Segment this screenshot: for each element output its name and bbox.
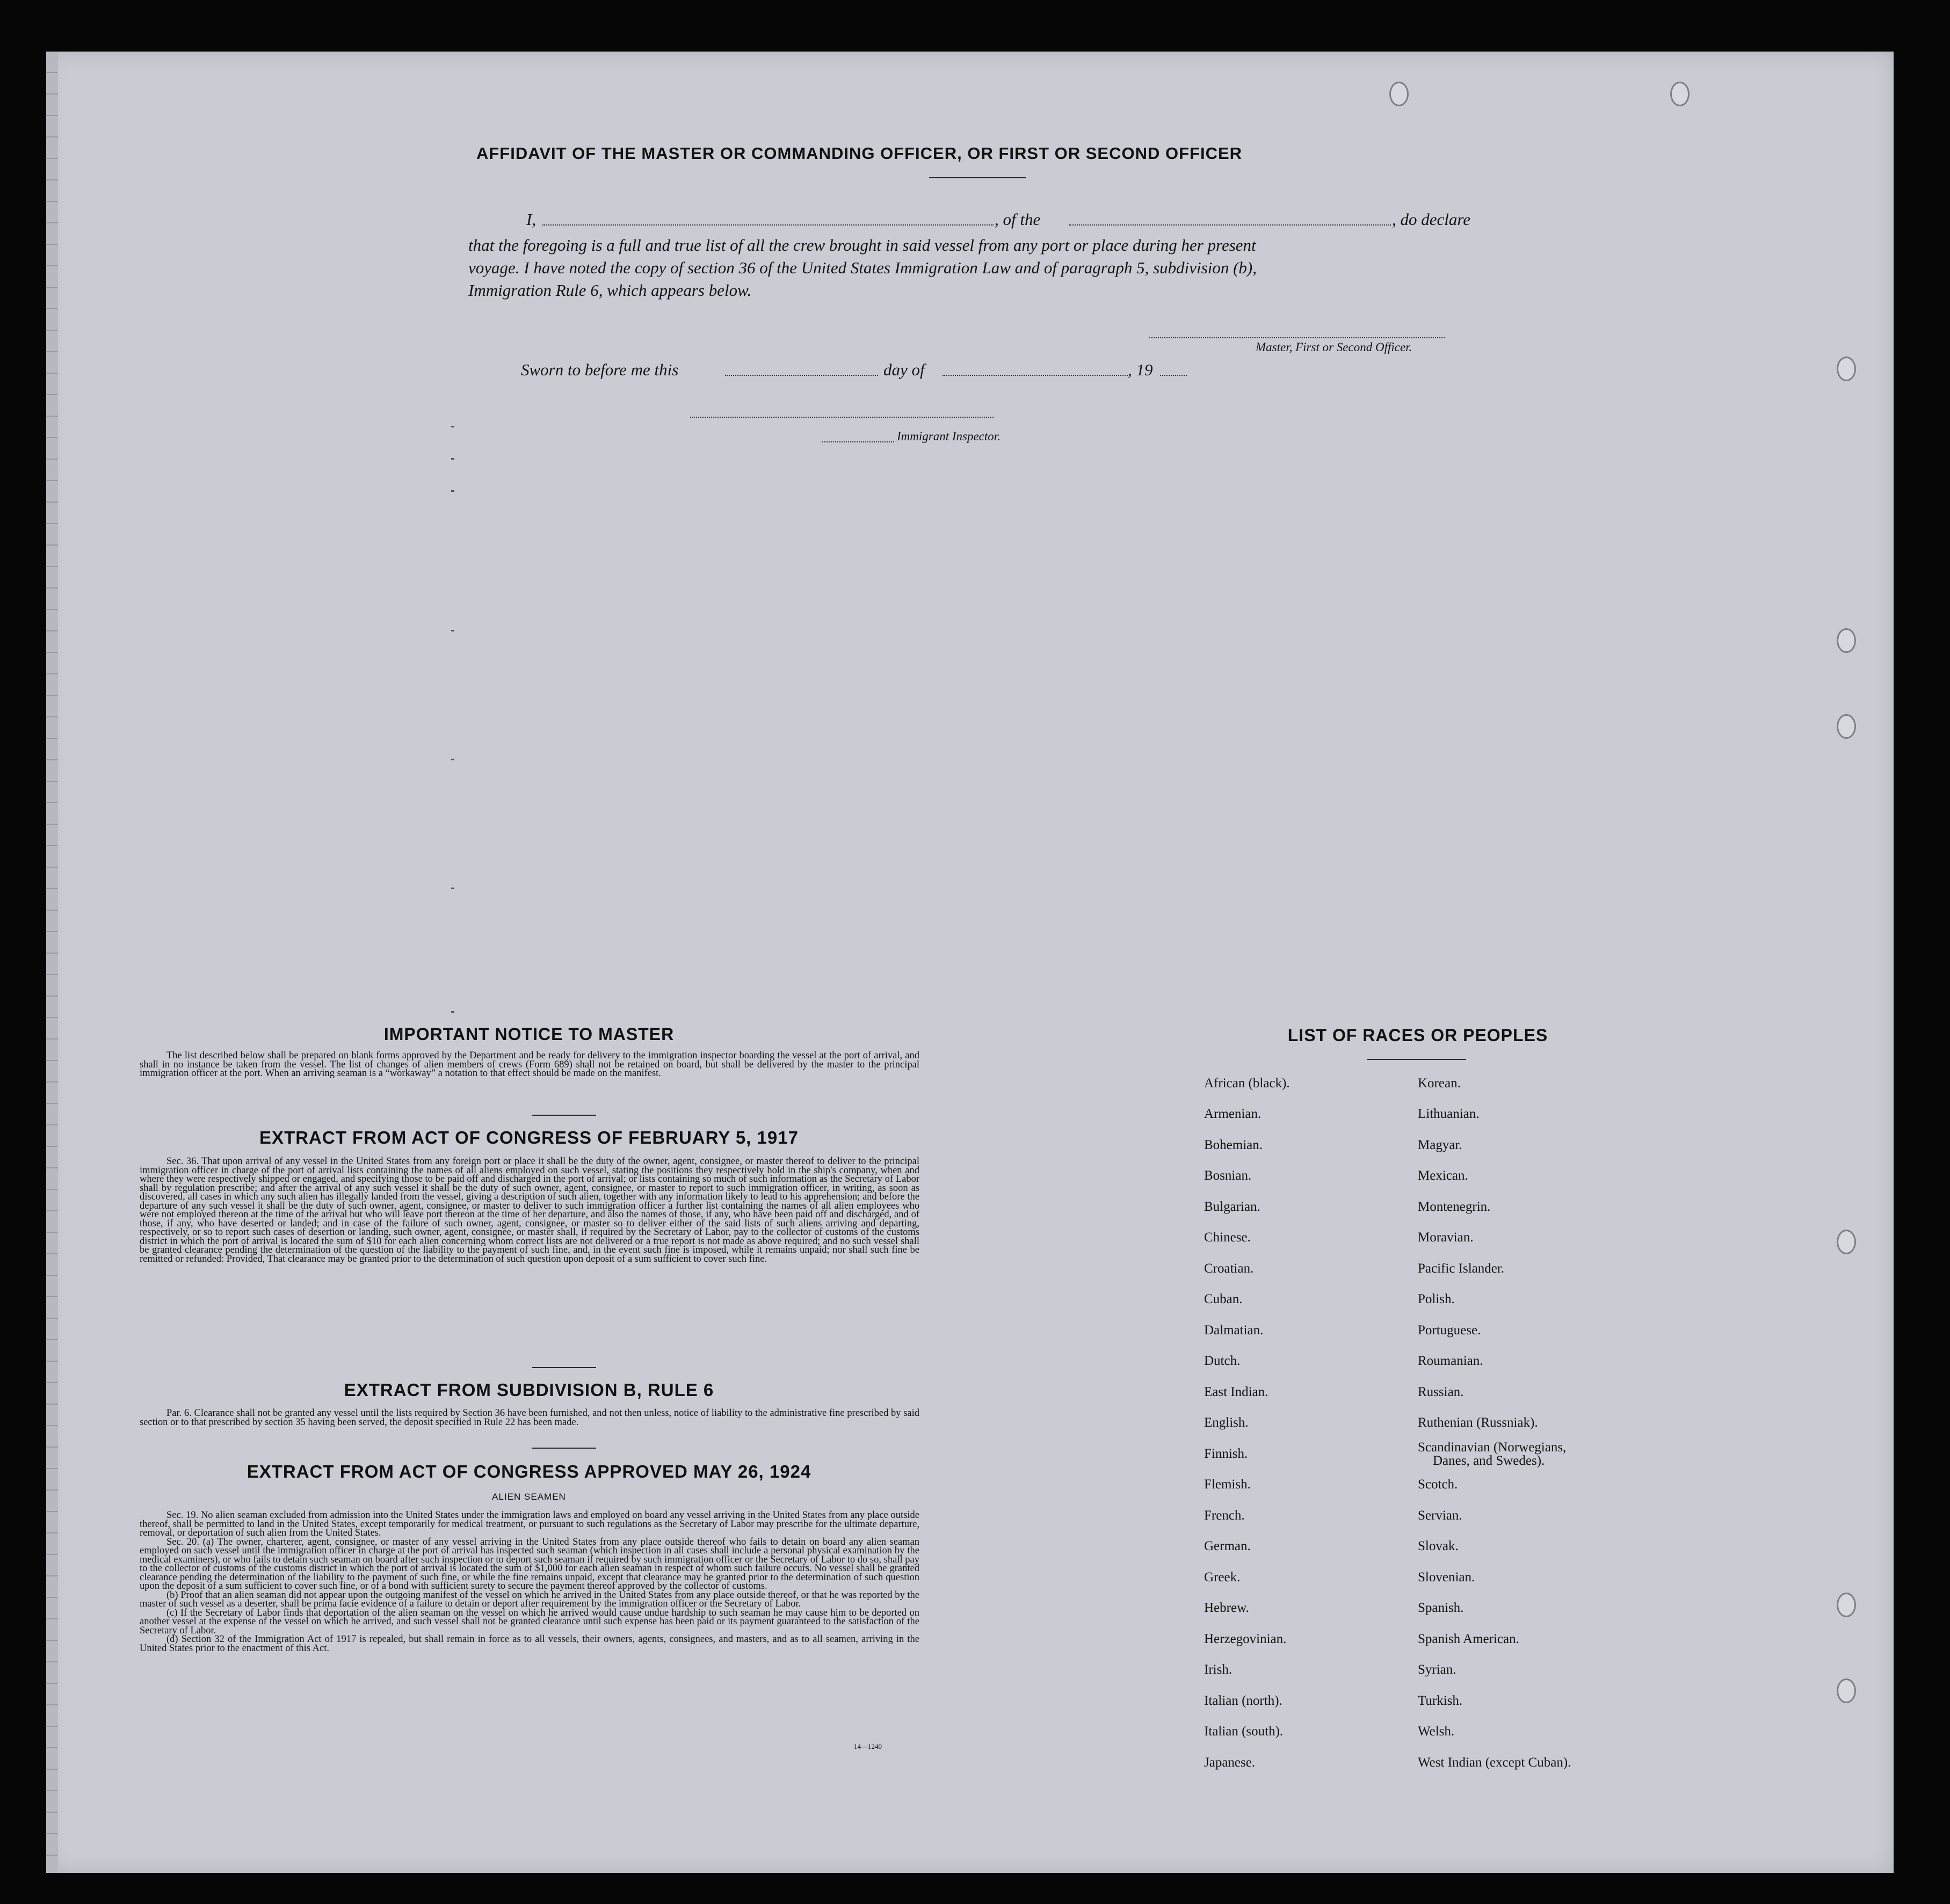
margin-mark xyxy=(451,888,454,889)
race-item: Magyar. xyxy=(1418,1138,1462,1152)
extract-1917-title: EXTRACT FROM ACT OF CONGRESS OF FEBRUARY 5, 1917 xyxy=(259,1128,799,1147)
margin-mark xyxy=(451,490,454,492)
sec-20a-paragraph: Sec. 20. (a) The owner, charterer, agent, consignee, or master of any vessel arriving in the United States from any place outside thereof who fails to detain on board any alien seaman employed on such vessel until the immigration officer in charge at the port of arrival has inspected such seaman (which inspection in all cases shall include a personal physical examination by the medical examiners), or who fails to detain such seaman on board after such inspection or to deport such seaman if required by such immigration officer or the Secretary of Labor to do so, shall pay to the collector of customs of the customs district in which the port of arrival is located the sum of $1,000 for each alien seaman in respect of whom such failure occurs. No vessel shall be granted clearance pending the determination of the liability to the payment of such fine, or while the fine remains unpaid, except that clearance may be granted prior to the determination of such question upon the deposit of a sum sufficient to cover such fine, or of a bond with sufficient surety to secure the payment thereof approved by the collector of customs. xyxy=(140,1536,919,1591)
race-item: Russian. xyxy=(1418,1385,1464,1399)
race-item: Bosnian. xyxy=(1204,1168,1252,1183)
extract-rule6-text: Par. 6. Clearance shall not be granted any vessel until the lists required by Section 36 have been furnished, and not then unless, notice of liability to the administrative fine prescribed by said section or to that prescribed by section 35 having been served, the deposit specified in Rule 22 has been made. xyxy=(140,1408,919,1428)
punch-hole xyxy=(1389,82,1409,106)
race-item: Bulgarian. xyxy=(1204,1200,1260,1214)
sec-20d-paragraph: (d) Section 32 of the Immigration Act of 1917 is repealed, but shall remain in force as to all vessels, their owners, agents, consignees, and masters, and as to all seamen, arriving in the United States prior to the enactment of this Act. xyxy=(140,1634,919,1654)
race-item: Polish. xyxy=(1418,1292,1455,1306)
race-item: Spanish. xyxy=(1418,1601,1464,1615)
vessel-blank[interactable] xyxy=(1069,224,1391,226)
punch-hole xyxy=(1837,714,1856,739)
race-item: Dalmatian. xyxy=(1204,1323,1264,1338)
extract-rule6-title: EXTRACT FROM SUBDIVISION B, RULE 6 xyxy=(344,1380,714,1400)
master-signature-label: Master, First or Second Officer. xyxy=(1256,340,1412,354)
form-number: 14—1240 xyxy=(854,1742,882,1750)
punch-hole xyxy=(1837,1593,1856,1617)
race-item: German. xyxy=(1204,1539,1251,1553)
race-item: East Indian. xyxy=(1204,1385,1268,1399)
race-item: Slovenian. xyxy=(1418,1570,1475,1585)
sworn-day-blank[interactable] xyxy=(725,375,878,376)
race-item: Hebrew. xyxy=(1204,1601,1249,1615)
race-item: Dutch. xyxy=(1204,1354,1241,1368)
affidavit-line-4: Immigration Rule 6, which appears below. xyxy=(468,281,752,300)
section-divider xyxy=(532,1367,596,1368)
margin-mark xyxy=(451,630,454,631)
race-item: Flemish. xyxy=(1204,1477,1251,1492)
race-item: Chinese. xyxy=(1204,1230,1251,1245)
race-item: Welsh. xyxy=(1418,1724,1455,1739)
affidavit-line-3: voyage. I have noted the copy of section 36 of the United States Immigration Law and of paragraph 5, subdivision (b), xyxy=(468,258,1257,277)
race-item: Ruthenian (Russniak). xyxy=(1418,1415,1538,1430)
race-item: African (black). xyxy=(1204,1076,1290,1091)
race-item: Slovak. xyxy=(1418,1539,1459,1553)
binding-edge xyxy=(46,52,58,1873)
race-item: Greek. xyxy=(1204,1570,1241,1585)
race-item: Japanese. xyxy=(1204,1755,1256,1770)
inspector-label: Immigrant Inspector. xyxy=(897,430,1001,443)
race-item: Italian (north). xyxy=(1204,1694,1282,1708)
race-item-continuation: Danes, and Swedes). xyxy=(1433,1454,1545,1468)
race-item: Montenegrin. xyxy=(1418,1200,1491,1214)
margin-mark xyxy=(451,1011,454,1013)
name-blank[interactable] xyxy=(542,224,994,226)
extract-1924-subtitle: ALIEN SEAMEN xyxy=(492,1492,566,1502)
extract-1924-body xyxy=(140,1511,919,1653)
race-item: Scotch. xyxy=(1418,1477,1458,1492)
notice-text: The list described below shall be prepared on blank forms approved by the Department and be ready for delivery to the immigration inspector boarding the vessel at the port of arrival, and shall in no instance be taken from the vessel. The list of changes of alien members of crews (Form 689) shall not be retained on board, but shall be delivered by the master to the principal immigration officer at the port. When an arriving seaman is a “workaway” a notation to that effect should be made on the manifest. xyxy=(140,1050,919,1079)
sec-19-paragraph: Sec. 19. No alien seaman excluded from admission into the United States under the immigration laws and employed on board any vessel arriving in the United States from any place outside thereof, shall be permitted to land in the United States, except temporarily for medical treatment, or pursuant to such regulations as the Secretary of Labor may prescribe for the ultimate departure, removal, or deportation of such alien from the United States. xyxy=(140,1510,919,1538)
race-item: Portuguese. xyxy=(1418,1323,1481,1338)
race-item: Italian (south). xyxy=(1204,1724,1284,1739)
race-item: Moravian. xyxy=(1418,1230,1474,1245)
sworn-year-blank[interactable] xyxy=(1160,375,1187,376)
sworn-day-of: day of xyxy=(883,360,925,379)
race-item: Korean. xyxy=(1418,1076,1461,1091)
punch-hole xyxy=(1837,357,1856,381)
affidavit-line-2: that the foregoing is a full and true list of all the crew brought in said vessel from any port or place during her present xyxy=(468,236,1256,255)
race-item: Turkish. xyxy=(1418,1694,1463,1708)
race-item: Roumanian. xyxy=(1418,1354,1483,1368)
margin-mark xyxy=(451,458,454,460)
sec-20c-paragraph: (c) If the Secretary of Labor finds that deportation of the alien seaman on the vessel on which he arrived would cause undue hardship to such seaman he may cause him to be deported on another vessel at the expense of the vessel on which he arrived, and such vessel shall not be granted clearance until such expense has been paid or its payment guaranteed to the satisfaction of the Secretary of Labor. xyxy=(140,1607,919,1636)
extract-1924-title: EXTRACT FROM ACT OF CONGRESS APPROVED MAY 26, 1924 xyxy=(247,1462,811,1481)
race-item: Bohemian. xyxy=(1204,1138,1263,1152)
race-item: Croatian. xyxy=(1204,1261,1254,1276)
race-item: Cuban. xyxy=(1204,1292,1243,1306)
race-item: Scandinavian (Norwegians, xyxy=(1418,1440,1567,1455)
race-item: French. xyxy=(1204,1508,1245,1523)
sworn-prefix: Sworn to before me this xyxy=(521,360,679,379)
races-title: LIST OF RACES OR PEOPLES xyxy=(1287,1026,1548,1045)
punch-hole xyxy=(1670,82,1690,106)
race-item: Lithuanian. xyxy=(1418,1107,1480,1121)
section-divider xyxy=(532,1448,596,1449)
affidavit-title: AFFIDAVIT OF THE MASTER OR COMMANDING OFFICER, OR FIRST OR SECOND OFFICER xyxy=(476,144,1243,163)
title-underline xyxy=(929,177,1026,178)
affidavit-declare: , do declare xyxy=(1392,210,1471,229)
race-item: Servian. xyxy=(1418,1508,1462,1523)
races-title-underline xyxy=(1367,1059,1466,1060)
punch-hole xyxy=(1837,1678,1856,1703)
punch-hole xyxy=(1837,628,1856,653)
race-item: English. xyxy=(1204,1415,1249,1430)
sec-20b-paragraph: (b) Proof that an alien seaman did not appear upon the outgoing manifest of the vessel on which he arrived in the United States from any place outside thereof, or that he was reported by the master of such vessel as a deserter, shall be prima facie evidence of a failure to detain or deport after requirement by the immigration officer or the Secretary of Labor. xyxy=(140,1589,919,1609)
race-item: Spanish American. xyxy=(1418,1632,1519,1646)
section-divider xyxy=(532,1115,596,1116)
race-item: Pacific Islander. xyxy=(1418,1261,1505,1276)
race-item: Syrian. xyxy=(1418,1662,1456,1677)
punch-hole xyxy=(1837,1230,1856,1254)
extract-1917-text: Sec. 36. That upon arrival of any vessel in the United States from any foreign port or place it shall be the duty of the owner, agent, consignee, or master thereof to deliver to the principal immigration officer in charge of the port of arrival lists containing the names of all aliens employed on such vessel, stating the positions they respectively hold in the ship's company, when and where they were respectively shipped or engaged, and specifying those to be paid off and discharged in the port of arrival; or lists containing so much of such information as the Secretary of Labor shall by regulation prescribe; and after the arrival of any such vessel it shall be the duty of such owner, agent, consignee, or master to report to such immigration officer, in writing, as soon as discovered, all cases in which any such alien has illegally landed from the vessel, giving a description of such alien, together with any information likely to lead to his apprehension; and before the departure of any such vessel it shall be the duty of such owner, agent, consignee, or master to deliver to such immigration officer a further list containing the names of all alien employees who were not employed thereon at the time of the arrival but who will leave port thereon at the time of her departure, and also the names of those, if any, who have been paid off and discharged, and of those, if any, who have deserted or landed; and in case of the failure of such owner, agent, consignee, or master so to deliver either of the said lists of such aliens arriving and departing, respectively, or so to report such cases of desertion or landing, such owner, agent, consignee, or master shall, if required by the Secretary of Labor, pay to the collector of customs of the customs district in which the port of arrival is located the sum of $10 for each alien concerning whom correct lists are not delivered or a true report is not made as above required; and no such vessel shall be granted clearance pending the determination of the question of the liability to the payment of such fine, and, in the event such fine is imposed, while it remains unpaid; nor shall such fine be remitted or refunded: Provided, That clearance may be granted prior to the determination of such question upon deposit of a sum sufficient to cover such fine. xyxy=(140,1156,919,1265)
race-item: Herzegovinian. xyxy=(1204,1632,1287,1646)
race-item: Finnish. xyxy=(1204,1447,1248,1461)
affidavit-of-the: , of the xyxy=(995,210,1041,229)
race-item: West Indian (except Cuban). xyxy=(1418,1755,1571,1770)
affidavit-i: I, xyxy=(526,210,537,229)
inspector-lead-dots xyxy=(822,441,894,442)
race-item: Mexican. xyxy=(1418,1168,1468,1183)
sworn-year: , 19 xyxy=(1128,360,1153,379)
notice-title: IMPORTANT NOTICE TO MASTER xyxy=(383,1024,675,1044)
master-signature-line[interactable] xyxy=(1149,337,1445,338)
inspector-signature-line[interactable] xyxy=(690,417,994,418)
margin-mark xyxy=(451,759,454,760)
margin-mark xyxy=(451,426,454,427)
race-item: Armenian. xyxy=(1204,1107,1262,1121)
race-item: Irish. xyxy=(1204,1662,1233,1677)
sworn-month-blank[interactable] xyxy=(943,375,1128,376)
